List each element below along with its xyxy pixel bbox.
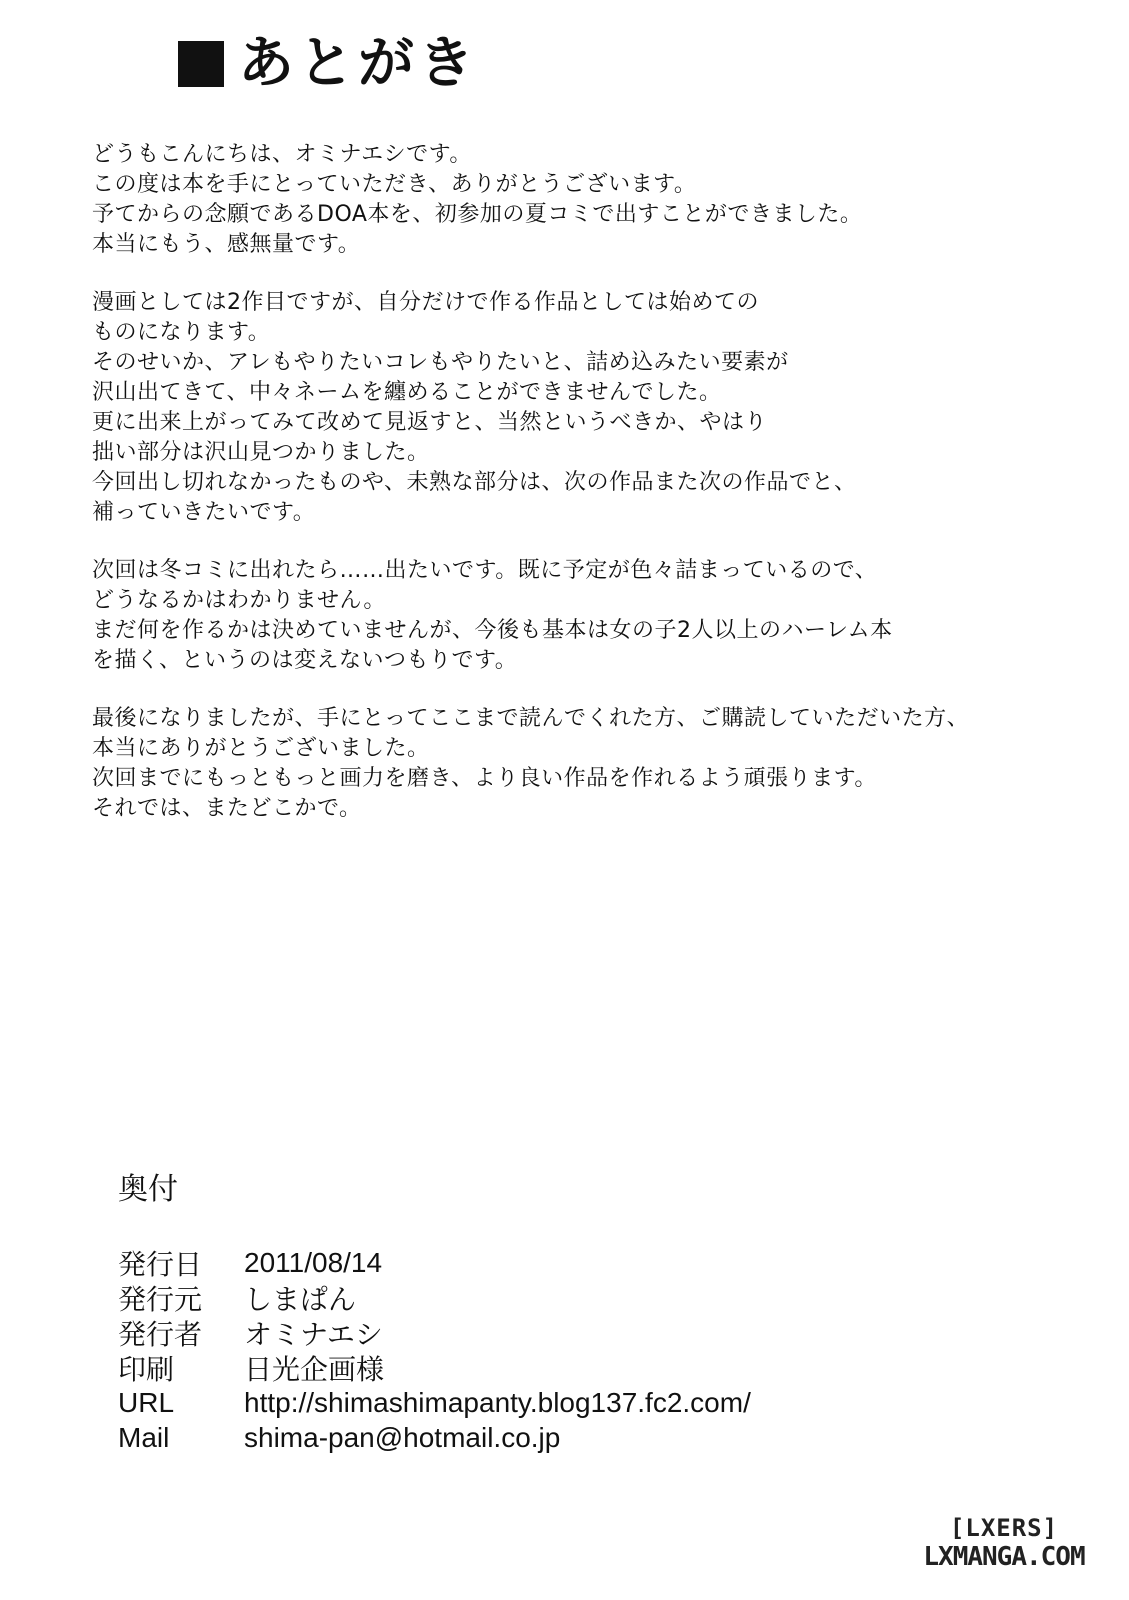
- text-line: 沢山出てきて、中々ネームを纏めることができませんでした。: [92, 380, 722, 405]
- square-bullet-icon: [178, 41, 224, 87]
- colophon-label: 発行日: [118, 1248, 203, 1280]
- afterword-paragraph: [92, 556, 1082, 676]
- afterword-paragraph: [92, 288, 1082, 528]
- text-line: 今回出し切れなかったものや、未熟な部分は、次の作品また次の作品でと、: [92, 470, 857, 495]
- text-line: それでは、またどこかで。: [92, 796, 362, 821]
- page-title: あとがき: [238, 31, 478, 96]
- colophon-label: 印刷: [118, 1353, 175, 1385]
- text-line: 本当にもう、感無量です。: [92, 232, 361, 257]
- afterword-heading: [178, 31, 478, 96]
- colophon-label: URL: [118, 1386, 175, 1418]
- colophon-value: 2011/08/14: [244, 1246, 383, 1278]
- text-line: 次回は冬コミに出れたら……出たいです。既に予定が色々詰まっているので、: [92, 558, 878, 583]
- colophon-value: shima-pan@hotmail.co.jp: [244, 1421, 561, 1453]
- watermark-line-1: [LXERS]: [949, 1514, 1059, 1542]
- text-line: 拙い部分は沢山見つかりました。: [92, 440, 430, 465]
- colophon-row: [118, 1350, 751, 1385]
- text-line: 最後になりましたが、手にとってここまで読んでくれた方、ご購読していただいた方、: [92, 706, 970, 731]
- colophon-value: しまぱん: [244, 1283, 357, 1315]
- colophon-row: [118, 1280, 751, 1315]
- colophon-heading: 奥付: [118, 1172, 178, 1207]
- colophon-value: http://shimashimapanty.blog137.fc2.com/: [244, 1386, 751, 1418]
- text-line: この度は本を手にとっていただき、ありがとうございます。: [92, 172, 697, 197]
- afterword-paragraph: [92, 704, 1082, 824]
- colophon-row: [118, 1245, 751, 1280]
- colophon-row: [118, 1315, 751, 1350]
- colophon-value: オミナエシ: [244, 1318, 383, 1350]
- afterword-body: [92, 140, 1082, 852]
- text-line: 次回までにもっともっと画力を磨き、より良い作品を作れるよう頑張ります。: [92, 766, 877, 791]
- text-line: どうなるかはわかりません。: [92, 588, 386, 613]
- text-line: 漫画としては2作目ですが、自分だけで作る作品としては始めての: [92, 290, 759, 315]
- text-line: まだ何を作るかは決めていませんが、今後も基本は女の子2人以上のハーレム本: [92, 618, 893, 643]
- colophon-label: Mail: [118, 1421, 170, 1453]
- text-line: 本当にありがとうございました。: [92, 736, 430, 761]
- watermark: [909, 1514, 1099, 1572]
- colophon-row: [118, 1420, 751, 1455]
- colophon-row: [118, 1385, 751, 1420]
- text-line: 更に出来上がってみて改めて見返すと、当然というべきか、やはり: [92, 410, 768, 435]
- colophon-value: 日光企画様: [244, 1353, 385, 1385]
- afterword-paragraph: [92, 140, 1082, 260]
- text-line: どうもこんにちは、オミナエシです。: [92, 142, 472, 167]
- text-line: を描く、というのは変えないつもりです。: [92, 648, 518, 673]
- text-line: ものになります。: [92, 320, 271, 345]
- text-line: 補っていきたいです。: [92, 500, 316, 525]
- text-line: そのせいか、アレもやりたいコレもやりたいと、詰め込みたい要素が: [92, 350, 789, 375]
- colophon-table: [118, 1245, 751, 1455]
- colophon-label: 発行元: [118, 1283, 203, 1315]
- watermark-line-2: LXMANGA.COM: [923, 1542, 1085, 1572]
- text-line: 予てからの念願であるDOA本を、初参加の夏コミで出すことができました。: [92, 202, 863, 227]
- colophon-label: 発行者: [118, 1318, 203, 1350]
